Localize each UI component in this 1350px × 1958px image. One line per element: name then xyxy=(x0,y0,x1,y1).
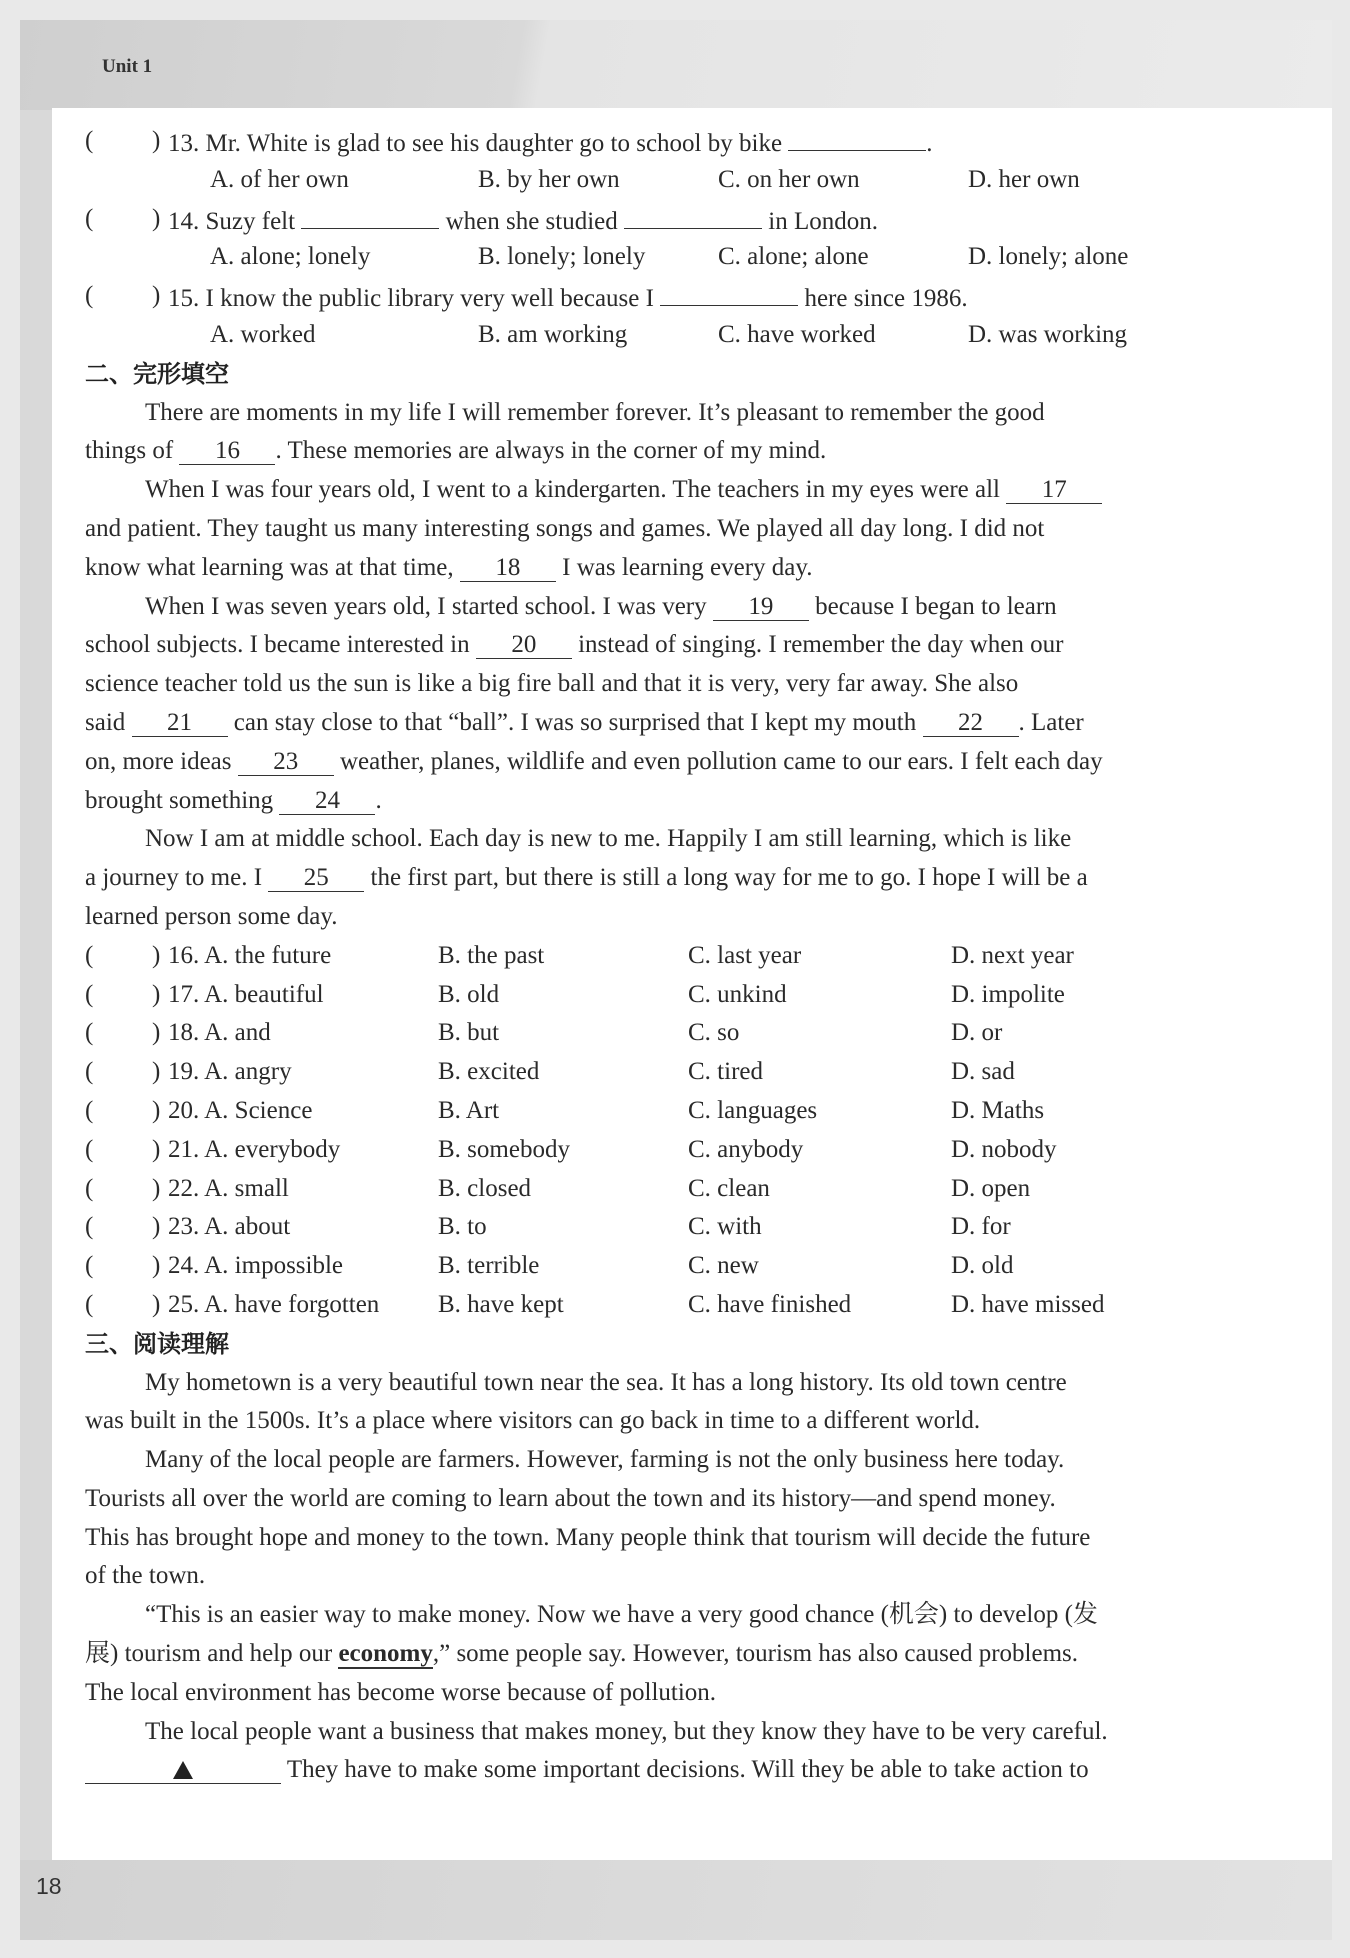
footer-band xyxy=(20,1860,1332,1940)
cloze-blank-16[interactable]: 16 xyxy=(179,436,275,465)
cloze-blank-25[interactable]: 25 xyxy=(268,863,364,892)
cloze-paragraph-line: said 21 can stay close to that “ball”. I was so surprised that I kept my mouth 22 . Later xyxy=(85,708,1084,736)
question-number: 15 xyxy=(168,285,193,313)
reading-paragraph-line: “This is an easier way to make money. Now we have a very good chance (机会) to develop (发 xyxy=(145,1601,1098,1629)
header-band xyxy=(20,20,1332,110)
question-14: ( ) 14. Suzy felt when she studied in London. xyxy=(85,200,1220,239)
cloze-paragraph-line: know what learning was at that time, 18 I was learning every day. xyxy=(85,553,813,581)
question-number: 14 xyxy=(168,207,193,235)
option-c: C. on her own xyxy=(718,165,860,193)
cloze-blank-17[interactable]: 17 xyxy=(1006,475,1102,504)
option-d: D. her own xyxy=(968,165,1080,193)
option-d: D. was working xyxy=(968,320,1128,348)
answer-blank[interactable] xyxy=(660,277,798,306)
cloze-blank-18[interactable]: 18 xyxy=(460,553,556,582)
answer-paren-open: ( xyxy=(85,204,94,232)
reading-paragraph-line: They have to make some important decisions. Will they be able to take action to xyxy=(85,1751,1220,1790)
cloze-option-row: ( ) 19. A. angry B. excited C. tired D. sad xyxy=(85,1058,1015,1086)
reading-paragraph-line: Many of the local people are farmers. However, farming is not the only business here today. xyxy=(145,1446,1065,1474)
question-stem: I know the public library very well because I xyxy=(205,285,654,313)
option-a: A. worked xyxy=(210,320,316,348)
option-c: C. have worked xyxy=(718,320,876,348)
cloze-blank-19[interactable]: 19 xyxy=(713,592,809,621)
cloze-blank-23[interactable]: 23 xyxy=(238,747,334,776)
question-15: ( ) 15. I know the public library very well because I here since 1986. xyxy=(85,277,1220,316)
question-stem: Suzy felt xyxy=(205,207,296,235)
reading-paragraph-line: This has brought hope and money to the town. Many people think that tourism will decide the future xyxy=(85,1523,1091,1551)
reading-paragraph-line: The local people want a business that makes money, but they know they have to be very careful. xyxy=(145,1717,1108,1745)
cloze-option-row: ( ) 20. A. Science B. Art C. languages D. Maths xyxy=(85,1096,1045,1124)
question-15-options xyxy=(85,316,1220,355)
cloze-paragraph-line: and patient. They taught us many interesting songs and games. We played all day long. I did not xyxy=(85,514,1045,542)
sentence-blank[interactable] xyxy=(85,1755,281,1784)
cloze-blank-24[interactable]: 24 xyxy=(279,786,375,815)
cloze-options-list xyxy=(85,937,1220,1325)
reading-paragraph-line: My hometown is a very beautiful town near the sea. It has a long history. Its old town centre xyxy=(145,1368,1067,1396)
reading-paragraph-line: of the town. xyxy=(85,1562,206,1590)
cloze-paragraph-line: When I was seven years old, I started school. I was very 19 because I began to learn xyxy=(145,592,1057,620)
cloze-paragraph-line: There are moments in my life I will remember forever. It’s pleasant to remember the good xyxy=(145,398,1045,426)
option-b: B. by her own xyxy=(478,165,620,193)
cloze-paragraph-line: a journey to me. I 25 the first part, but there is still a long way for me to go. I hope I will be a xyxy=(85,864,1088,892)
question-14-options xyxy=(85,238,1220,277)
cloze-paragraph-line: brought something 24 . xyxy=(85,786,382,814)
cloze-blank-21[interactable]: 21 xyxy=(132,708,228,737)
option-a: A. alone; lonely xyxy=(210,243,371,271)
option-b: B. am working xyxy=(478,320,628,348)
cloze-option-row: ( ) 25. A. have forgotten B. have kept C. have finished D. have missed xyxy=(85,1290,1105,1318)
answer-paren-close: ) xyxy=(152,282,161,310)
reading-paragraph-line: Tourists all over the world are coming to learn about the town and its history—and spend money. xyxy=(85,1484,1056,1512)
worksheet-content xyxy=(85,122,1220,1790)
option-b: B. lonely; lonely xyxy=(478,243,646,271)
reading-paragraph-line: The local environment has become worse because of pollution. xyxy=(85,1678,717,1706)
question-13-options xyxy=(85,161,1220,200)
option-c: C. alone; alone xyxy=(718,243,869,271)
answer-paren-close: ) xyxy=(152,204,161,232)
page-number: 18 xyxy=(36,1873,62,1899)
reading-paragraph-line: 展) tourism and help our economy,” some people say. However, tourism has also caused problems. xyxy=(85,1640,1078,1668)
cloze-blank-20[interactable]: 20 xyxy=(476,630,572,659)
option-a: A. of her own xyxy=(210,165,349,193)
answer-blank[interactable] xyxy=(624,200,762,229)
cloze-option-row: ( ) 17. A. beautiful B. old C. unkind D. impolite xyxy=(85,980,1065,1008)
section-heading-cloze: 二、完形填空 xyxy=(85,359,229,388)
answer-paren-open: ( xyxy=(85,127,94,154)
option-d: D. lonely; alone xyxy=(968,243,1129,271)
cloze-paragraph-line: When I was four years old, I went to a kindergarten. The teachers in my eyes were all 17 xyxy=(85,471,1220,510)
cloze-blank-22[interactable]: 22 xyxy=(923,708,1019,737)
section-heading-reading: 三、阅读理解 xyxy=(85,1329,229,1358)
cloze-option-row: ( ) 16. A. the future B. the past C. last year D. next year xyxy=(85,941,1074,969)
answer-blank[interactable] xyxy=(301,200,439,229)
question-stem: Mr. White is glad to see his daughter go to school by bike xyxy=(205,130,783,157)
reading-paragraph-line: was built in the 1500s. It’s a place where visitors can go back in time to a different world. xyxy=(85,1407,981,1435)
cloze-paragraph-line: learned person some day. xyxy=(85,902,338,930)
answer-blank[interactable] xyxy=(788,122,926,151)
unit-label: Unit 1 xyxy=(102,56,153,77)
cloze-paragraph-line: Now I am at middle school. Each day is new to me. Happily I am still learning, which is like xyxy=(145,825,1072,853)
answer-paren-close: ) xyxy=(152,127,161,154)
cloze-option-row: ( ) 21. A. everybody B. somebody C. anybody D. nobody xyxy=(85,1135,1057,1163)
triangle-icon xyxy=(173,1761,193,1779)
highlighted-word: economy xyxy=(338,1640,433,1668)
cloze-paragraph-line: science teacher told us the sun is like a big fire ball and that it is very, very far away. She also xyxy=(85,670,1019,698)
cloze-paragraph-line: school subjects. I became interested in 20 instead of singing. I remember the day when our xyxy=(85,631,1064,659)
question-13: ( ) 13. Mr. White is glad to see his daughter go to school by bike . xyxy=(85,122,1220,161)
cloze-paragraph-line: things of 16 . These memories are always in the corner of my mind. xyxy=(85,437,827,465)
cloze-option-row: ( ) 24. A. impossible B. terrible C. new D. old xyxy=(85,1252,1014,1280)
cloze-paragraph-line: on, more ideas 23 weather, planes, wildlife and even pollution came to our ears. I felt each day xyxy=(85,747,1103,775)
answer-paren-open: ( xyxy=(85,282,94,310)
cloze-option-row: ( ) 23. A. about B. to C. with D. for xyxy=(85,1213,1011,1241)
cloze-option-row: ( ) 22. A. small B. closed C. clean D. open xyxy=(85,1174,1031,1202)
cloze-option-row: ( ) 18. A. and B. but C. so D. or xyxy=(85,1019,1003,1047)
question-number: 13 xyxy=(168,130,193,157)
